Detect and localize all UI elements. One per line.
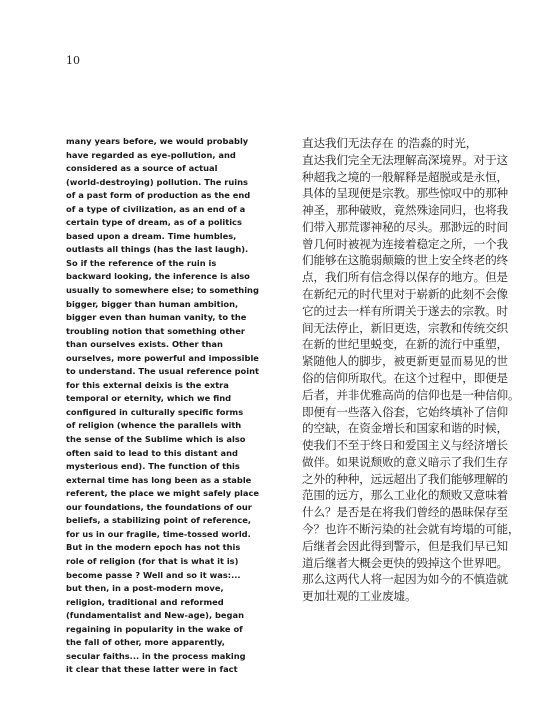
english-text-line: (world-destroying) pollution. The ruins: [66, 176, 248, 187]
english-text-line: But in the modern epoch has not this: [66, 542, 241, 553]
english-text-line: it clear that these latter were in fact: [66, 664, 238, 675]
chinese-text-line: 后继者会因此得到警示，但是我们早已知: [302, 538, 508, 553]
english-text-line: bigger, bigger than human ambition,: [66, 298, 239, 309]
english-text-line: religion, traditional and reformed: [66, 596, 224, 607]
english-text-line: (fundamentalist and New-age), began: [66, 610, 244, 621]
english-text-line: role of religion (for that is what it is): [66, 555, 239, 566]
chinese-text-line: 在新的世纪里蜕变，在新的流行中重塑，: [302, 337, 508, 352]
english-text-line: of a type of civilization, as an end of a: [66, 203, 246, 214]
english-text-line: than ourselves exists. Other than: [66, 339, 223, 350]
english-text-line: troubling notion that something other: [66, 325, 245, 336]
english-text-line: secular faiths... in the process making: [66, 650, 246, 661]
chinese-text-line: 俗的信仰所取代。在这个过程中，即便是: [302, 370, 508, 385]
page-number: 10: [66, 54, 80, 67]
chinese-text-line: 它的过去一样有所谓关于遂去的宗教。时: [302, 303, 508, 318]
chinese-text-line: 直达我们无法存在 的浩淼的时光，: [302, 136, 478, 150]
chinese-text-line: 今？也许不断污染的社会就有垮塌的可能，: [302, 521, 520, 536]
chinese-text-line: 更加壮观的工业废墟。: [302, 589, 417, 604]
chinese-text-line: 即便有一些落入俗套，它始终填补了信仰: [302, 404, 508, 419]
chinese-text-line: 曾几何时被视为连接着稳定之所，一个我: [302, 236, 508, 251]
chinese-text-line: 神圣，那种破败，竟然殊途同归，也将我: [302, 203, 508, 218]
chinese-text-line: 们带入那荒谬神秘的尽头。那渺远的时间: [302, 219, 508, 234]
chinese-text-line: 之外的种种，远远超出了我们能够理解的: [302, 471, 508, 486]
chinese-text-line: 在新纪元的时代里对于崭新的此刻不会像: [302, 287, 508, 302]
english-text-line: outlasts all things (has the last laugh).: [66, 244, 249, 255]
chinese-text-line: 种超我之境的一般解释是超脱或是永恒，: [302, 169, 508, 184]
english-text-line: based upon a dream. Time humbles,: [66, 230, 237, 241]
english-text-line: the sense of the Sublime which is also: [66, 434, 246, 445]
english-text-line: regaining in popularity in the wake of: [66, 623, 243, 634]
english-text-line: have regarded as eye-pollution, and: [66, 149, 236, 160]
chinese-text-line: 后者，并非优雅高尚的信仰也是一种信仰。: [302, 387, 520, 402]
english-text-line: beliefs, a stabilizing point of reference,: [66, 515, 252, 526]
english-text-line: considered as a source of actual: [66, 163, 218, 174]
english-text-line: but then, in a post-modern move,: [66, 583, 224, 594]
english-text-line: to understand. The usual reference point: [66, 366, 259, 377]
chinese-text-line: 紧随他人的脚步，被更新更显而易见的世: [302, 354, 508, 369]
chinese-text-line: 什么？是否是在将我们曾经的愚昧保存至: [302, 505, 508, 520]
english-text-line: for this external deixis is the extra: [66, 379, 229, 390]
english-text-line: mysterious end). The function of this: [66, 461, 240, 472]
chinese-text-line: 那么这两代人将一起因为如今的不慎造就: [302, 572, 508, 587]
chinese-text-line: 的空缺，在资金增长和国家和谐的时候，: [302, 421, 508, 436]
english-text-column: [66, 135, 288, 677]
chinese-text-column: [302, 135, 520, 605]
english-text-line: many years before, we would probably: [66, 136, 249, 146]
english-text-line: referent, the place we might safely place: [66, 488, 260, 499]
chinese-text-line: 间无法停止，新旧更迭，宗教和传统交织: [302, 320, 508, 335]
english-text-line: of a past form of production as the end: [66, 190, 251, 201]
english-text-line: ourselves, more powerful and impossible: [66, 352, 259, 363]
english-text-line: of religion (whence the parallels with: [66, 420, 242, 431]
english-text-line: temporal or eternity, which we find: [66, 393, 232, 404]
english-text-line: So if the reference of the ruin is: [66, 257, 217, 268]
english-text-line: external time has long been as a stable: [66, 474, 252, 485]
chinese-text-line: 范围的远方，那么工业化的颓败又意味着: [302, 488, 508, 503]
chinese-text-line: 使我们不至于终日和爱国主义与经济增长: [302, 438, 508, 453]
english-text-line: often said to lead to this distant and: [66, 447, 238, 458]
chinese-text-line: 具体的呈现便是宗教。那些惊叹中的那种: [302, 186, 508, 201]
chinese-text-line: 们能够在这脆弱颠簸的世上安全终老的终: [302, 253, 508, 268]
english-text-line: become passe ? Well and so it was:...: [66, 569, 241, 580]
english-text-line: bigger even than human vanity, to the: [66, 312, 247, 323]
chinese-text-line: 点，我们所有信念得以保存的地方。但是: [302, 270, 508, 285]
english-text-line: our foundations, the foundations of our: [66, 501, 252, 512]
english-text-line: usually to somewhere else; to something: [66, 285, 259, 296]
english-text-line: the fall of other, more apparently,: [66, 637, 225, 648]
chinese-text-line: 道后继者大概会更快的毁掉这个世界吧。: [302, 555, 508, 570]
english-text-line: backward looking, the inference is also: [66, 271, 250, 282]
english-text-line: for us in our fragile, time-tossed world.: [66, 528, 251, 539]
chinese-text-line: 做伴。如果说颓败的意义暗示了我们生存: [302, 454, 508, 469]
english-text-line: configured in culturally specific forms: [66, 406, 244, 417]
chinese-text-line: 直达我们完全无法理解高深境界。对于这: [302, 152, 508, 167]
english-text-line: certain type of dream, as of a politics: [66, 217, 242, 228]
